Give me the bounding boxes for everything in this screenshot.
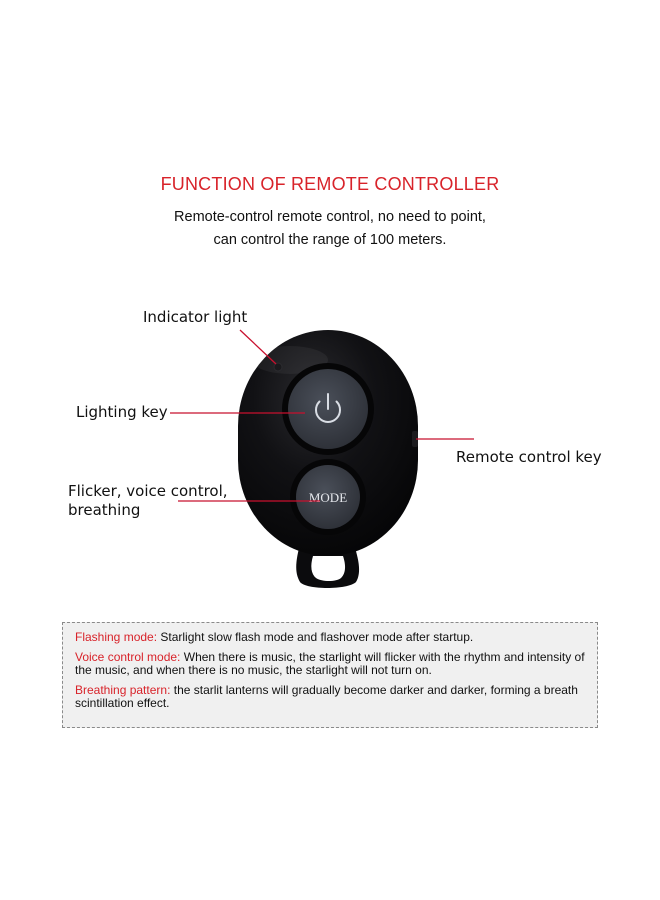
mode-description-voice-control (75, 651, 585, 677)
mode-description-flashing (75, 631, 585, 644)
mode-term: Voice control mode: (75, 650, 181, 664)
subtitle-line-2: can control the range of 100 meters. (213, 232, 447, 248)
label-indicator-light: Indicator light (143, 308, 248, 326)
mode-button-label: MODE (308, 490, 348, 505)
label-lighting-key: Lighting key (76, 403, 168, 421)
page-title: FUNCTION OF REMOTE CONTROLLER (160, 174, 500, 194)
label-mode-key (68, 482, 228, 520)
mode-key-button[interactable] (290, 459, 366, 535)
mode-text: Starlight slow flash mode and flashover mode after startup. (157, 630, 474, 644)
mode-text: the starlit lanterns will gradually become darker and darker, forming a breath scintillation effect. (75, 683, 578, 710)
mode-description-box (62, 622, 598, 728)
label-mode-key-line-1: Flicker, voice control, (68, 482, 228, 500)
mode-term: Flashing mode: (75, 630, 158, 644)
mode-term: Breathing pattern: (75, 683, 171, 697)
label-remote-control-key: Remote control key (456, 448, 602, 466)
mode-description-breathing (75, 684, 585, 710)
indicator-light (274, 363, 282, 371)
subtitle-line-1: Remote-control remote control, no need to point, (174, 209, 486, 225)
mode-text: When there is music, the starlight will flicker with the rhythm and intensity of the music, and when there is no music, the starlight will not turn on. (75, 650, 585, 677)
lighting-key-button[interactable] (282, 363, 374, 455)
label-mode-key-line-2: breathing (68, 501, 141, 519)
